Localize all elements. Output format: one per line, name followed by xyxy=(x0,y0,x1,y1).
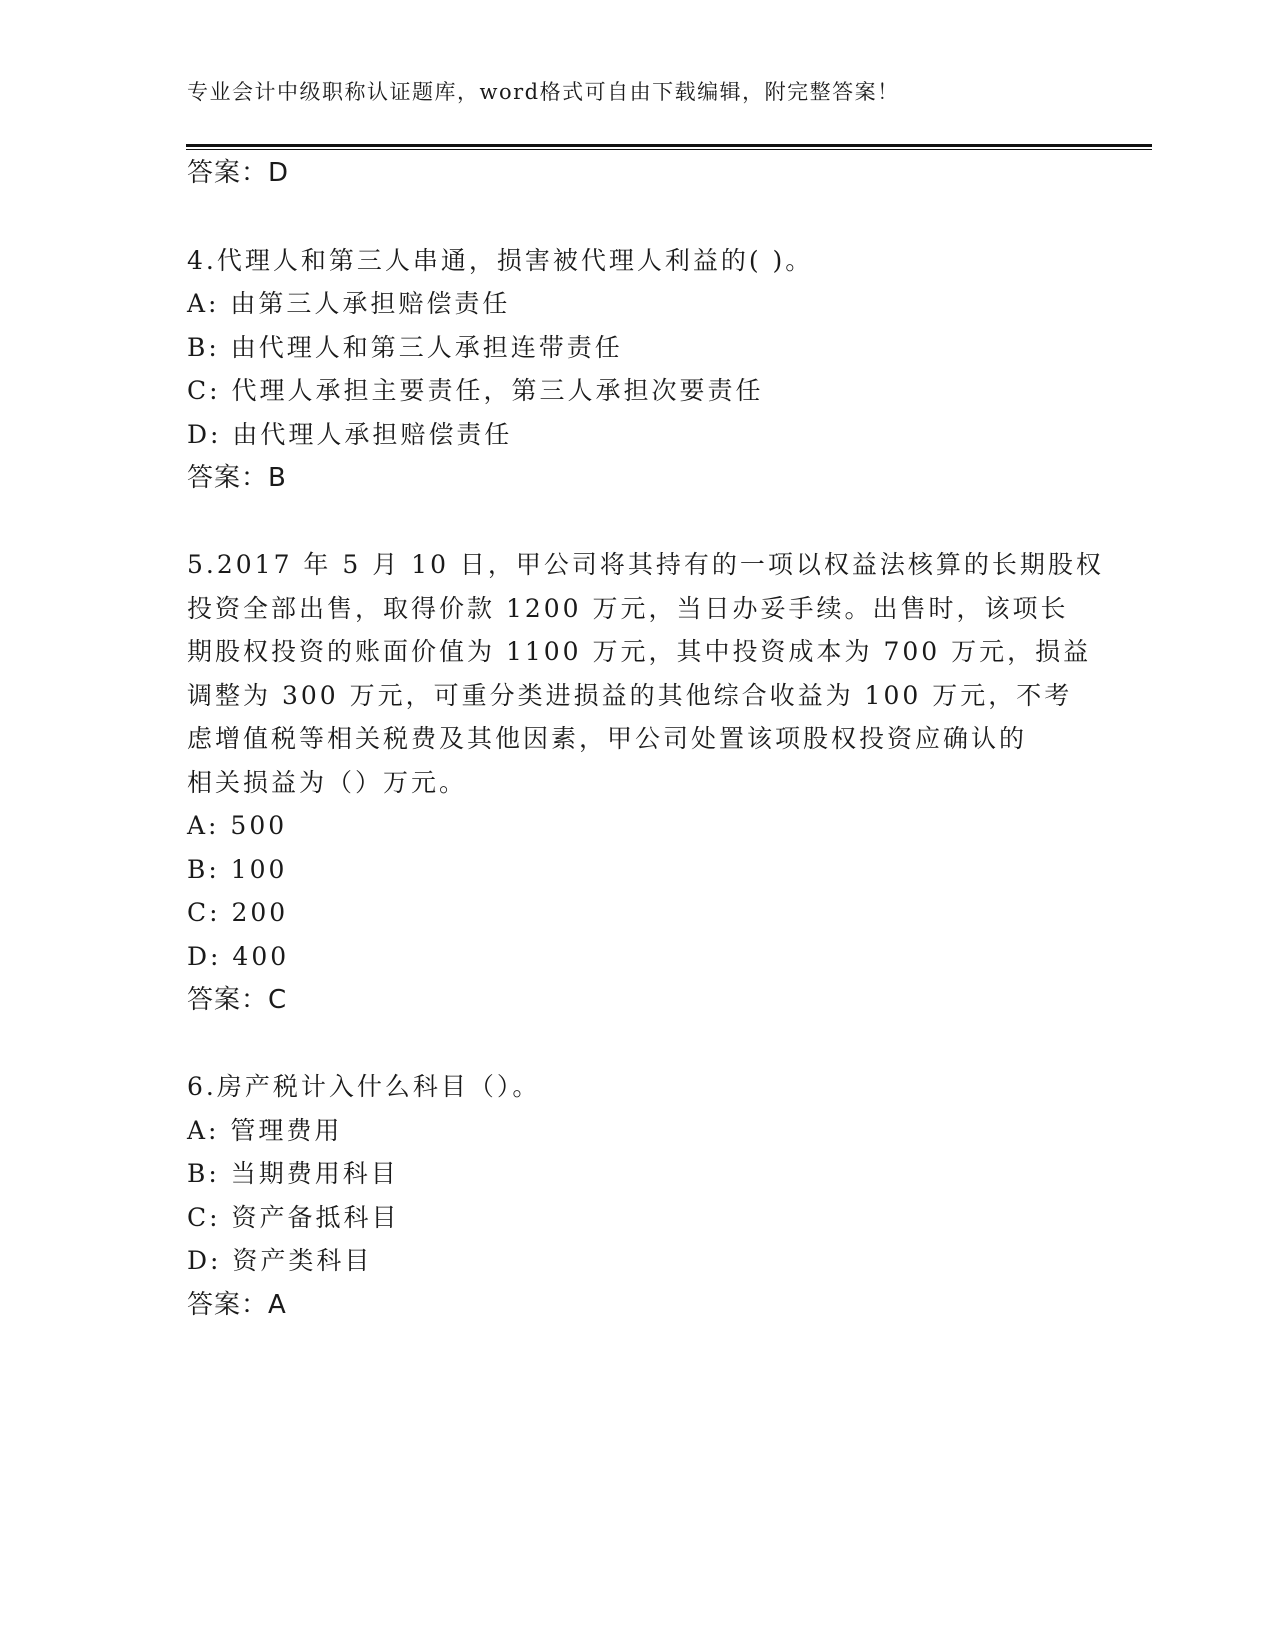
question-6-option-d: D: 资产类科目 xyxy=(187,1246,373,1275)
page-header: 专业会计中级职称认证题库，word格式可自由下载编辑，附完整答案！ xyxy=(187,80,900,104)
previous-answer: 答案：D xyxy=(187,158,290,188)
header-divider-thin xyxy=(186,149,1152,150)
question-5-answer: 答案：C xyxy=(187,985,288,1015)
question-5-option-a: A: 500 xyxy=(187,811,288,840)
header-divider xyxy=(186,144,1152,147)
question-5-option-b: B: 100 xyxy=(187,855,288,884)
question-5-stem-line-5: 虑增值税等相关税费及其他因素，甲公司处置该项股权投资应确认的 xyxy=(187,724,1028,753)
question-4-stem: 4.代理人和第三人串通，损害被代理人利益的( )。 xyxy=(187,246,814,275)
question-4-option-a: A: 由第三人承担赔偿责任 xyxy=(187,289,511,318)
question-4-option-c: C: 代理人承担主要责任，第三人承担次要责任 xyxy=(187,376,764,405)
question-5-stem-line-4: 调整为 300 万元，可重分类进损益的其他综合收益为 100 万元，不考 xyxy=(187,681,1073,710)
question-6-stem: 6.房产税计入什么科目（）。 xyxy=(187,1072,541,1101)
question-5-stem-line-3: 期股权投资的账面价值为 1100 万元，其中投资成本为 700 万元，损益 xyxy=(187,637,1092,666)
question-6-option-c: C: 资产备抵科目 xyxy=(187,1203,400,1232)
question-5-stem-line-6: 相关损益为（）万元。 xyxy=(187,768,468,797)
question-4-option-b: B: 由代理人和第三人承担连带责任 xyxy=(187,333,623,362)
question-4-answer: 答案：B xyxy=(187,463,287,493)
question-6-option-a: A: 管理费用 xyxy=(187,1116,343,1145)
question-6-option-b: B: 当期费用科目 xyxy=(187,1159,399,1188)
question-4-option-d: D: 由代理人承担赔偿责任 xyxy=(187,420,513,449)
question-5-stem-line-2: 投资全部出售，取得价款 1200 万元，当日办妥手续。出售时，该项长 xyxy=(187,594,1069,623)
question-5-stem-line-1: 5.2017 年 5 月 10 日，甲公司将其持有的一项以权益法核算的长期股权 xyxy=(187,550,1104,579)
question-5-option-c: C: 200 xyxy=(187,898,289,927)
question-6-answer: 答案：A xyxy=(187,1290,287,1320)
question-5-option-d: D: 400 xyxy=(187,942,290,971)
